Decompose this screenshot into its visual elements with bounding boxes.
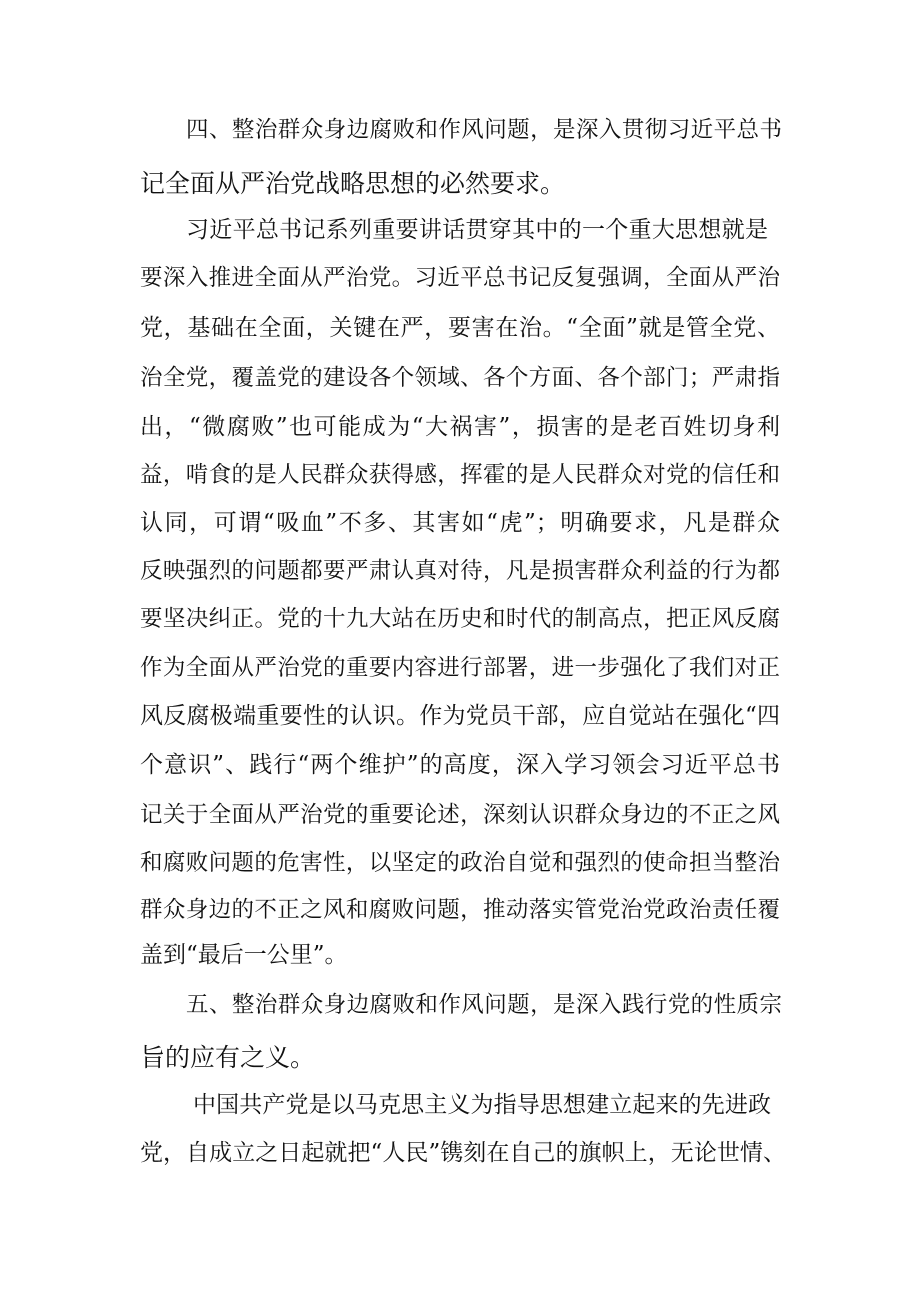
section4-paragraph-line-2: 要深入推进全面从严治党。习近平总书记反复强调，全面从严治 [140, 265, 780, 291]
section4-paragraph-line-16: 盖到“最后一公里”。 [140, 942, 348, 968]
section4-paragraph-line-7: 认同，可谓“吸血”不多、其害如“虎”；明确要求，凡是群众 [140, 510, 780, 536]
section4-paragraph-line-6: 益，啃食的是人民群众获得感，挥霍的是人民群众对党的信任和 [140, 462, 780, 488]
section4-paragraph-line-10: 作为全面从严治党的重要内容进行部署，进一步强化了我们对正 [140, 655, 780, 681]
section4-paragraph-line-4: 治全党，覆盖党的建设各个领域、各个方面、各个部门；严肃指 [140, 365, 780, 391]
section4-paragraph-line-13: 记关于全面从严治党的重要论述，深刻认识群众身边的不正之风 [140, 802, 780, 828]
section4-heading-line-1: 四、整治群众身边腐败和作风问题，是深入贯彻习近平总书 [186, 117, 782, 143]
section4-paragraph-line-15: 群众身边的不正之风和腐败问题，推动落实管党治党政治责任覆 [140, 897, 780, 923]
section4-paragraph-line-1: 习近平总书记系列重要讲话贯穿其中的一个重大思想就是 [186, 217, 768, 243]
section4-paragraph-line-3: 党，基础在全面，关键在严，要害在治。“全面”就是管全党、 [140, 315, 780, 341]
section5-paragraph-line-2: 党，自成立之日起就把“人民”镌刻在自己的旗帜上，无论世情、 [140, 1140, 786, 1166]
section4-paragraph-line-11: 风反腐极端重要性的认识。作为党员干部，应自觉站在强化“四 [140, 703, 780, 729]
section4-paragraph-line-5: 出，“微腐败”也可能成为“大祸害”，损害的是老百姓切身利 [140, 414, 780, 440]
section4-paragraph-line-14: 和腐败问题的危害性，以坚定的政治自觉和强烈的使命担当整治 [140, 850, 780, 876]
section4-heading-line-2: 记全面从严治党战略思想的必然要求。 [140, 169, 566, 198]
section4-paragraph-line-9: 要坚决纠正。党的十九大站在历史和时代的制高点，把正风反腐 [140, 606, 780, 632]
section4-paragraph-line-8: 反映强烈的问题都要严肃认真对待，凡是损害群众利益的行为都 [140, 558, 780, 584]
section5-heading-line-1: 五、整治群众身边腐败和作风问题，是深入践行党的性质宗 [186, 992, 782, 1018]
section4-paragraph-line-12: 个意识”、践行“两个维护”的高度，深入学习领会习近平总书 [140, 752, 780, 778]
section5-paragraph-line-1: 中国共产党是以马克思主义为指导思想建立起来的先进政 [193, 1092, 771, 1118]
section5-heading-line-2: 旨的应有之义。 [140, 1043, 316, 1072]
